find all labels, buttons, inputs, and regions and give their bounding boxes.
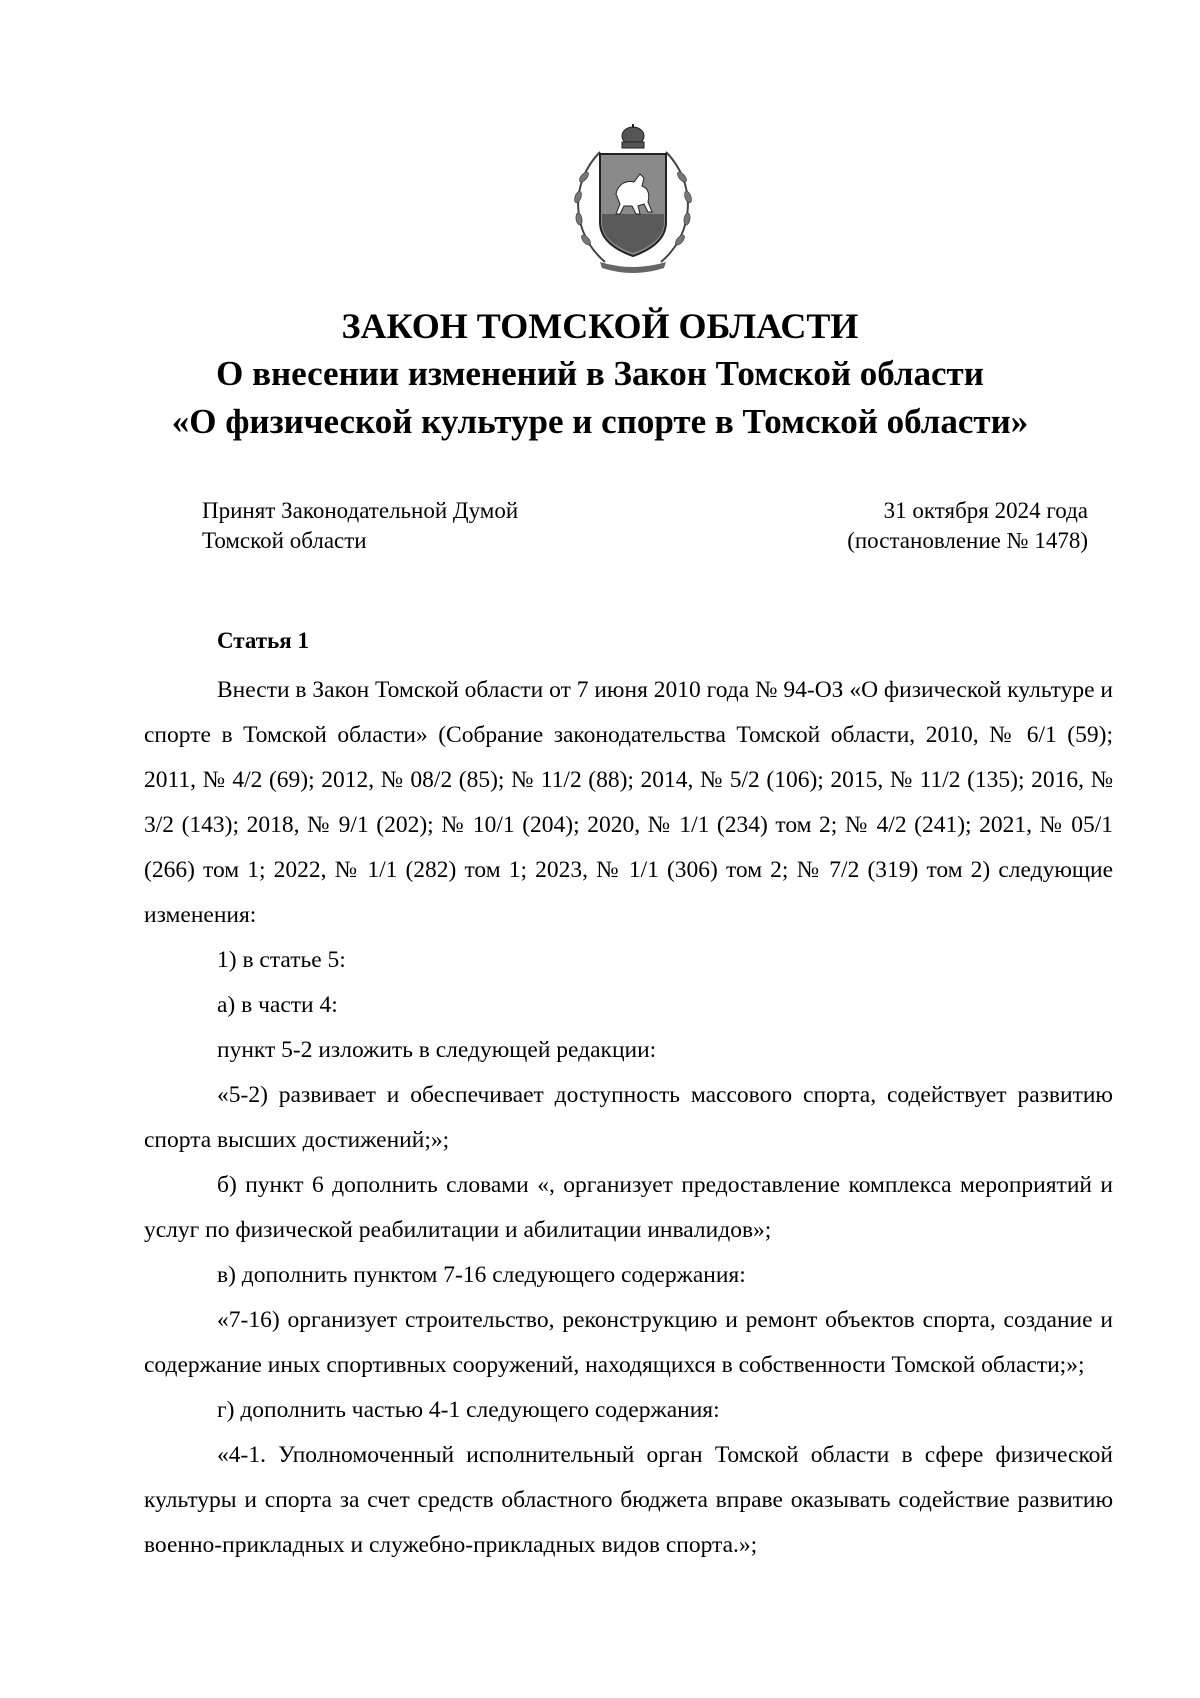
law-header	[0, 304, 1200, 444]
adoption-date: 31 октября 2024 года	[883, 498, 1088, 523]
paragraph: «5-2) развивает и обеспечивает доступность массового спорта, содействует развитию спорта высших достижений;»;	[144, 1082, 1113, 1153]
coat-of-arms-icon	[560, 122, 706, 278]
adoption-date-block	[847, 496, 1088, 556]
paragraph: 1) в статье 5:	[217, 947, 346, 973]
paragraph: б) пункт 6 дополнить словами «, организует предоставление комплекса мероприятий и услуг по физической реабилитации и абилитации инвалидов»;	[144, 1172, 1113, 1243]
paragraph: «4-1. Уполномоченный исполнительный орган Томской области в сфере физической культуры и спорта за счет средств областного бюджета вправе оказывать содействие развитию военно-прикладных и служебно-прикладных видов спорта.»;	[144, 1442, 1113, 1558]
law-subtitle-line2: «О физической культуре и спорте в Томской области»	[171, 402, 1029, 441]
resolution-number: (постановление № 1478)	[847, 528, 1088, 553]
paragraph: пункт 5-2 изложить в следующей редакции:	[217, 1037, 657, 1063]
law-title: ЗАКОН ТОМСКОЙ ОБЛАСТИ	[341, 306, 859, 346]
article-body	[144, 668, 1113, 1568]
adopted-by-line2: Томской области	[202, 528, 367, 553]
adopted-by	[202, 496, 518, 556]
article-heading: Статья 1	[217, 628, 309, 653]
paragraph: Внести в Закон Томской области от 7 июня 2010 года № 94-ОЗ «О физической культуре и спорте в Томской области» (Собрание законодательства Томской области, 2010, № 6/1 (59); 2011, № 4/2 (69); 2012, № 08/2 (85); № 11/2 (88); 2014, № 5/2 (106); 2015, № 11/2 (135); 2016, № 3/2 (143); 2018, № 9/1 (202); № 10/1 (204); 2020, № 1/1 (234) том 2; № 4/2 (241); 2021, № 05/1 (266) том 1; 2022, № 1/1 (282) том 1; 2023, № 1/1 (306) том 2; № 7/2 (319) том 2) следующие изменения:	[144, 677, 1113, 928]
paragraph: а) в части 4:	[217, 992, 338, 1018]
paragraph: в) дополнить пунктом 7-16 следующего содержания:	[217, 1262, 746, 1288]
adopted-by-line1: Принят Законодательной Думой	[202, 498, 519, 523]
paragraph: г) дополнить частью 4-1 следующего содержания:	[217, 1397, 720, 1423]
paragraph: «7-16) организует строительство, реконструкцию и ремонт объектов спорта, создание и содержание иных спортивных сооружений, находящихся в собственности Томской области;»;	[144, 1307, 1113, 1378]
law-subtitle-line1: О внесении изменений в Закон Томской области	[216, 354, 984, 393]
